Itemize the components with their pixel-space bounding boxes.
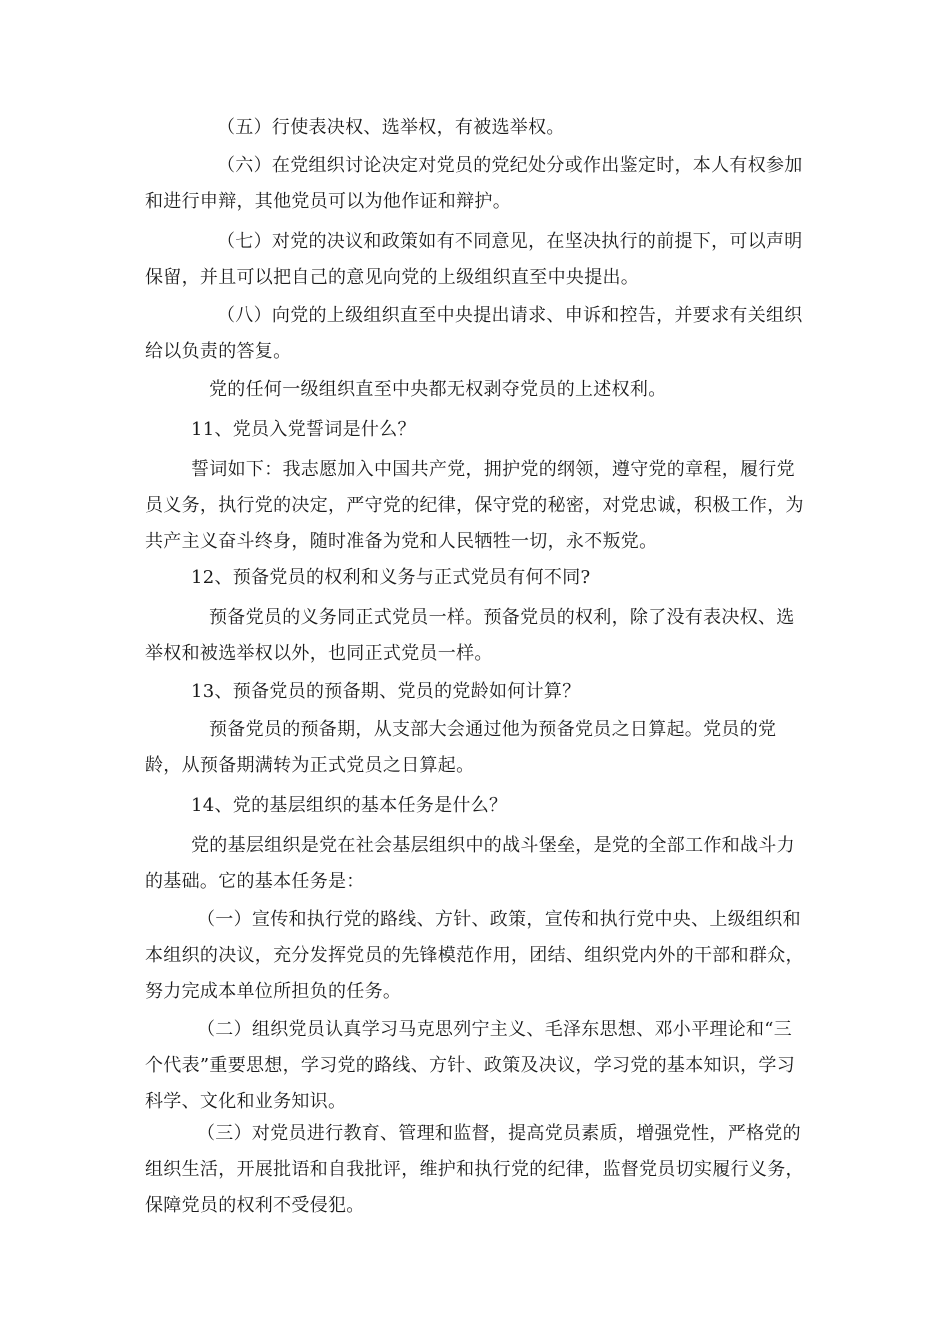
paragraph-text: 预备党员的预备期，从支部大会通过他为预备党员之日算起。党员的党龄，从预备期满转为正式党员之日算起。: [145, 719, 777, 776]
paragraph-text: （二）组织党员认真学习马克思列宁主义、毛泽东思想、邓小平理论和“三个代表”重要思想，学习党的路线、方针、政策及决议，学习党的基本知识，学习科学、文化和业务知识。: [145, 1019, 795, 1112]
question-14: [145, 788, 810, 824]
paragraph-text: 预备党员的义务同正式党员一样。预备党员的权利，除了没有表决权、选举权和被选举权以外，也同正式党员一样。: [145, 607, 795, 664]
paragraph-text: 党的基层组织是党在社会基层组织中的战斗堡垒，是党的全部工作和战斗力的基础。它的基本任务是：: [145, 835, 795, 892]
question-heading: 11、党员入党誓词是什么？: [191, 419, 416, 440]
answer-13: [145, 712, 810, 784]
paragraph-rights-protected: [145, 372, 810, 408]
paragraph-text: （五）行使表决权、选举权，有被选举权。: [217, 117, 565, 138]
paragraph-text: （三）对党员进行教育、管理和监督，提高党员素质，增强党性，严格党的组织生活，开展批语和自我批评，维护和执行党的纪律，监督党员切实履行义务，保障党员的权利不受侵犯。: [145, 1123, 804, 1216]
paragraph-text: （七）对党的决议和政策如有不同意见，在坚决执行的前提下，可以声明保留，并且可以把自己的意见向党的上级组织直至中央提出。: [145, 231, 803, 288]
paragraph-rights-5: [145, 110, 810, 146]
paragraph-text: （六）在党组织讨论决定对党员的党纪处分或作出鉴定时，本人有权参加和进行申辩，其他党员可以为他作证和辩护。: [145, 155, 803, 212]
paragraph-rights-8: [145, 298, 810, 370]
task-1: [145, 902, 810, 1010]
paragraph-text: （八）向党的上级组织直至中央提出请求、申诉和控告，并要求有关组织给以负责的答复。: [145, 305, 803, 362]
task-3: [145, 1116, 810, 1224]
question-heading: 13、预备党员的预备期、党员的党龄如何计算？: [191, 681, 581, 702]
answer-11: [145, 452, 810, 560]
answer-14-intro: [145, 828, 810, 900]
question-13: [145, 674, 810, 710]
paragraph-text: 誓词如下：我志愿加入中国共产党，拥护党的纲领，遵守党的章程，履行党员义务，执行党的决定，严守党的纪律，保守党的秘密，对党忠诚，积极工作，为共产主义奋斗终身，随时准备为党和人民牺牲一切，永不叛党。: [145, 459, 804, 552]
paragraph-rights-7: [145, 224, 810, 296]
answer-12: [145, 600, 810, 672]
paragraph-rights-6: [145, 148, 810, 220]
question-heading: 14、党的基层组织的基本任务是什么？: [191, 795, 508, 816]
paragraph-text: 党的任何一级组织直至中央都无权剥夺党员的上述权利。: [209, 379, 667, 400]
paragraph-text: （一）宣传和执行党的路线、方针、政策，宣传和执行党中央、上级组织和本组织的决议，充分发挥党员的先锋模范作用，团结、组织党内外的干部和群众，努力完成本单位所担负的任务。: [145, 909, 804, 1002]
question-11: [145, 412, 810, 448]
question-12: [145, 560, 810, 596]
task-2: [145, 1012, 810, 1120]
question-heading: 12、预备党员的权利和义务与正式党员有何不同?: [191, 567, 591, 588]
